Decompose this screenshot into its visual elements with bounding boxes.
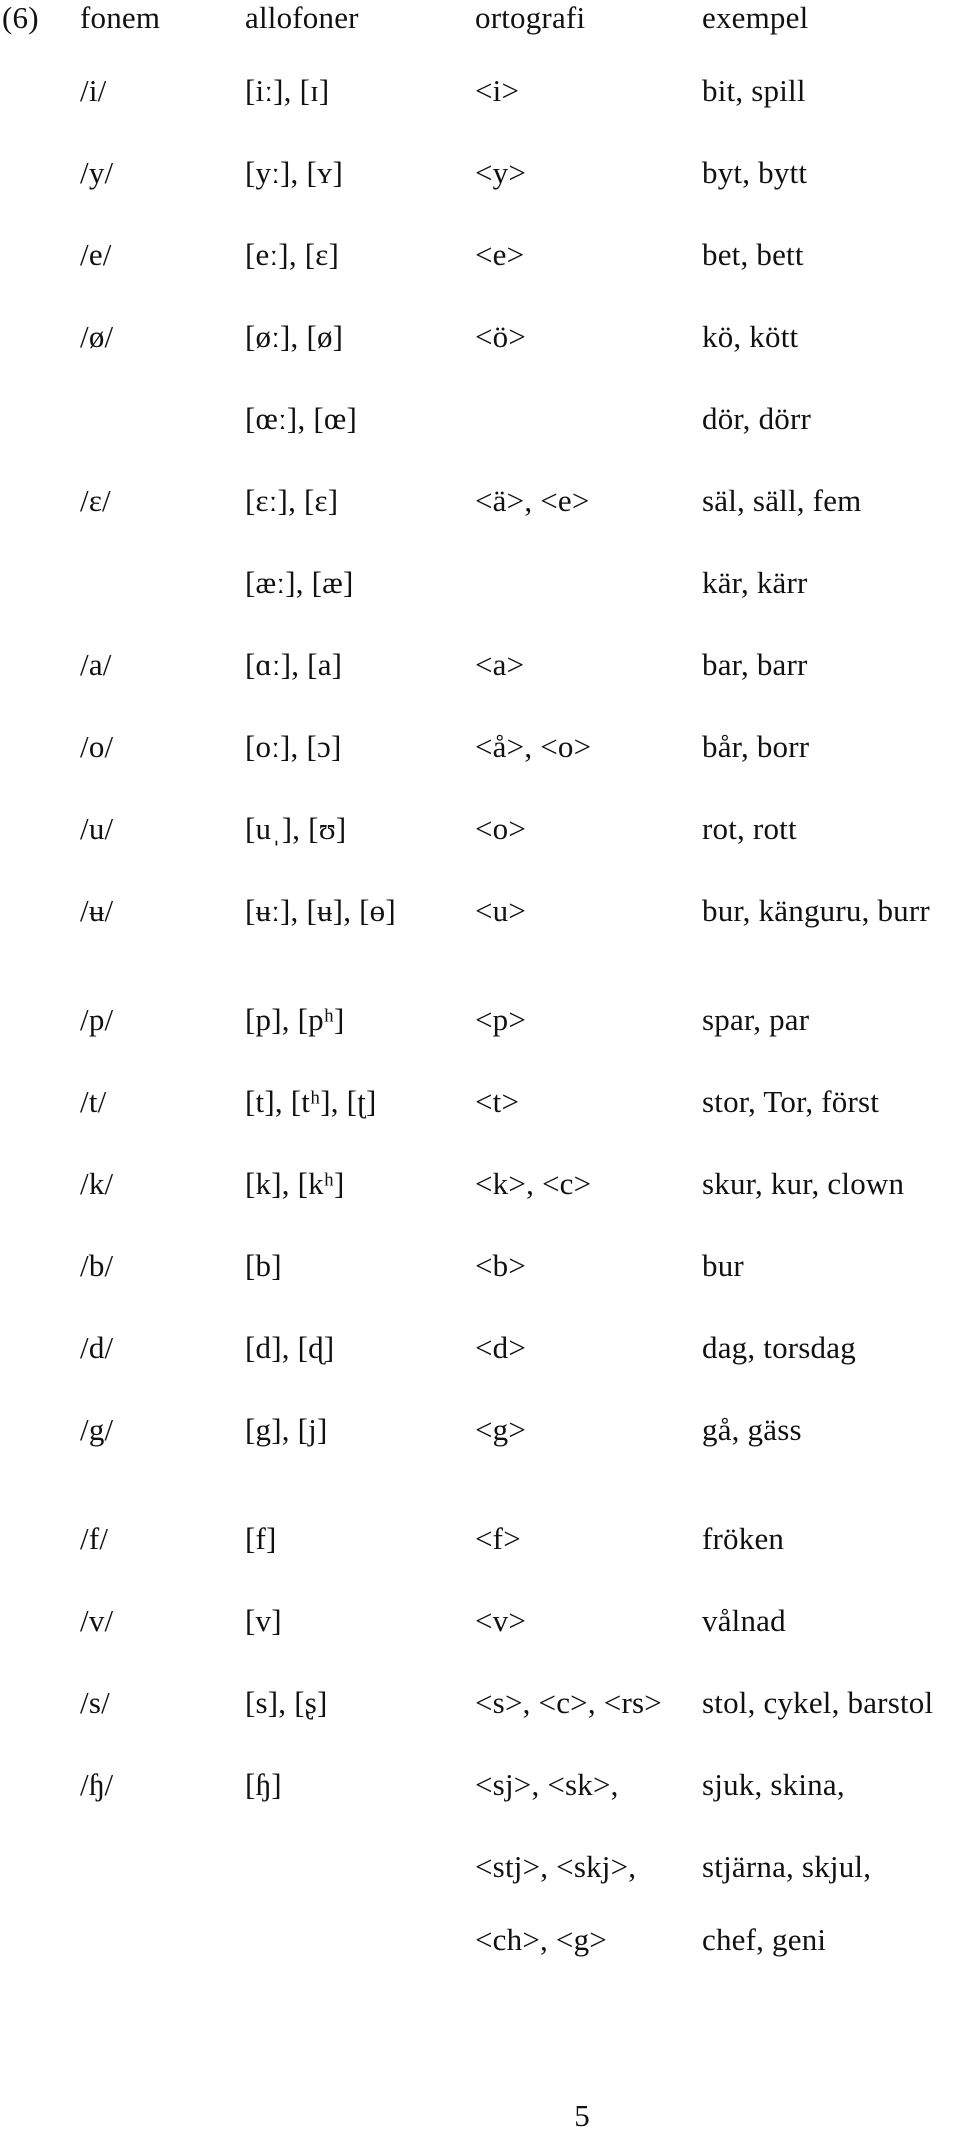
cell-exempel: bar, barr — [702, 647, 808, 682]
cell-fonem: /v/ — [80, 1603, 114, 1638]
cell-allofoner: [eː], [ɛ] — [245, 237, 339, 272]
cell-fonem: /i/ — [80, 73, 107, 108]
cell-fonem: /d/ — [80, 1330, 114, 1365]
cell-exempel: dör, dörr — [702, 401, 812, 436]
cell-exempel: kär, kärr — [702, 565, 808, 600]
cell-allofoner: [øː], [ø] — [245, 319, 344, 354]
cell-exempel: byt, bytt — [702, 155, 808, 190]
cell-exempel: vålnad — [702, 1603, 786, 1638]
cell-ortografi: <e> — [475, 237, 525, 272]
cell-fonem: /ɛ/ — [80, 483, 111, 518]
cell-allofoner: [p], [pʰ] — [245, 1002, 345, 1037]
cell-exempel: bår, borr — [702, 729, 810, 764]
cell-allofoner: [b] — [245, 1248, 282, 1283]
cell-exempel: gå, gäss — [702, 1412, 802, 1447]
cell-allofoner: [t], [tʰ], [ʈ] — [245, 1084, 377, 1119]
example-number: (6) — [2, 0, 39, 35]
cell-fonem: /s/ — [80, 1685, 110, 1720]
cell-exempel: bur — [702, 1248, 744, 1283]
cell-fonem: /ʉ/ — [80, 893, 114, 928]
cell-allofoner: [d], [ɖ] — [245, 1330, 335, 1365]
cell-allofoner: [oː], [ɔ] — [245, 729, 342, 764]
cell-allofoner: [v] — [245, 1603, 282, 1638]
cell-fonem: /b/ — [80, 1248, 114, 1283]
cell-fonem: /ø/ — [80, 319, 114, 354]
cell-exempel: stjärna, skjul, — [702, 1849, 872, 1884]
cell-ortografi: <b> — [475, 1248, 527, 1283]
cell-ortografi: <i> — [475, 73, 520, 108]
cell-fonem: /t/ — [80, 1084, 107, 1119]
cell-ortografi: <g> — [475, 1412, 527, 1447]
cell-exempel: säl, säll, fem — [702, 483, 862, 518]
cell-ortografi: <ö> — [475, 319, 527, 354]
cell-allofoner: [uˌ], [ʊ] — [245, 811, 347, 846]
cell-exempel: fröken — [702, 1521, 785, 1556]
cell-fonem: /u/ — [80, 811, 114, 846]
cell-fonem: /f/ — [80, 1521, 109, 1556]
cell-exempel: skur, kur, clown — [702, 1166, 905, 1201]
cell-ortografi: <a> — [475, 647, 525, 682]
cell-allofoner: [ɑː], [a] — [245, 647, 343, 682]
cell-exempel: bur, känguru, burr — [702, 893, 930, 928]
cell-ortografi: <ch>, <g> — [475, 1922, 607, 1957]
header-fonem: fonem — [80, 0, 161, 35]
cell-exempel: sjuk, skina, — [702, 1767, 845, 1802]
cell-allofoner: [ɧ] — [245, 1767, 282, 1802]
cell-ortografi: <u> — [475, 893, 527, 928]
cell-allofoner: [iː], [ɪ] — [245, 73, 330, 108]
cell-allofoner: [ɛː], [ɛ] — [245, 483, 339, 518]
cell-fonem: /a/ — [80, 647, 112, 682]
cell-fonem: /e/ — [80, 237, 112, 272]
cell-allofoner: [g], [j] — [245, 1412, 328, 1447]
cell-ortografi: <d> — [475, 1330, 527, 1365]
cell-ortografi: <ä>, <e> — [475, 483, 590, 518]
cell-ortografi: <stj>, <skj>, — [475, 1849, 637, 1884]
cell-fonem: /k/ — [80, 1166, 114, 1201]
cell-fonem: /o/ — [80, 729, 114, 764]
cell-exempel: stol, cykel, barstol — [702, 1685, 934, 1720]
cell-ortografi: <å>, <o> — [475, 729, 592, 764]
cell-exempel: kö, kött — [702, 319, 799, 354]
header-exempel: exempel — [702, 0, 809, 35]
cell-allofoner: [æː], [æ] — [245, 565, 354, 600]
cell-ortografi: <k>, <c> — [475, 1166, 592, 1201]
cell-ortografi: <t> — [475, 1084, 520, 1119]
cell-ortografi: <y> — [475, 155, 527, 190]
cell-ortografi: <f> — [475, 1521, 521, 1556]
cell-ortografi: <v> — [475, 1603, 527, 1638]
cell-ortografi: <o> — [475, 811, 527, 846]
header-ortografi: ortografi — [475, 0, 586, 35]
cell-ortografi: <sj>, <sk>, — [475, 1767, 619, 1802]
cell-fonem: /ɧ/ — [80, 1767, 114, 1802]
header-allofoner: allofoner — [245, 0, 359, 35]
cell-allofoner: [k], [kʰ] — [245, 1166, 345, 1201]
cell-exempel: spar, par — [702, 1002, 810, 1037]
cell-exempel: dag, torsdag — [702, 1330, 856, 1365]
cell-exempel: bet, bett — [702, 237, 804, 272]
cell-exempel: bit, spill — [702, 73, 806, 108]
cell-allofoner: [œː], [œ] — [245, 401, 357, 436]
cell-fonem: /y/ — [80, 155, 114, 190]
cell-allofoner: [f] — [245, 1521, 277, 1556]
cell-allofoner: [ʉː], [ʉ], [ɵ] — [245, 893, 396, 928]
cell-fonem: /p/ — [80, 1002, 114, 1037]
cell-ortografi: <s>, <c>, <rs> — [475, 1685, 662, 1720]
cell-exempel: chef, geni — [702, 1922, 827, 1957]
cell-allofoner: [yː], [ʏ] — [245, 155, 343, 190]
page-number: 5 — [574, 2098, 590, 2133]
cell-exempel: rot, rott — [702, 811, 797, 846]
cell-exempel: stor, Tor, först — [702, 1084, 880, 1119]
cell-ortografi: <p> — [475, 1002, 527, 1037]
cell-allofoner: [s], [ʂ] — [245, 1685, 328, 1720]
cell-fonem: /g/ — [80, 1412, 114, 1447]
